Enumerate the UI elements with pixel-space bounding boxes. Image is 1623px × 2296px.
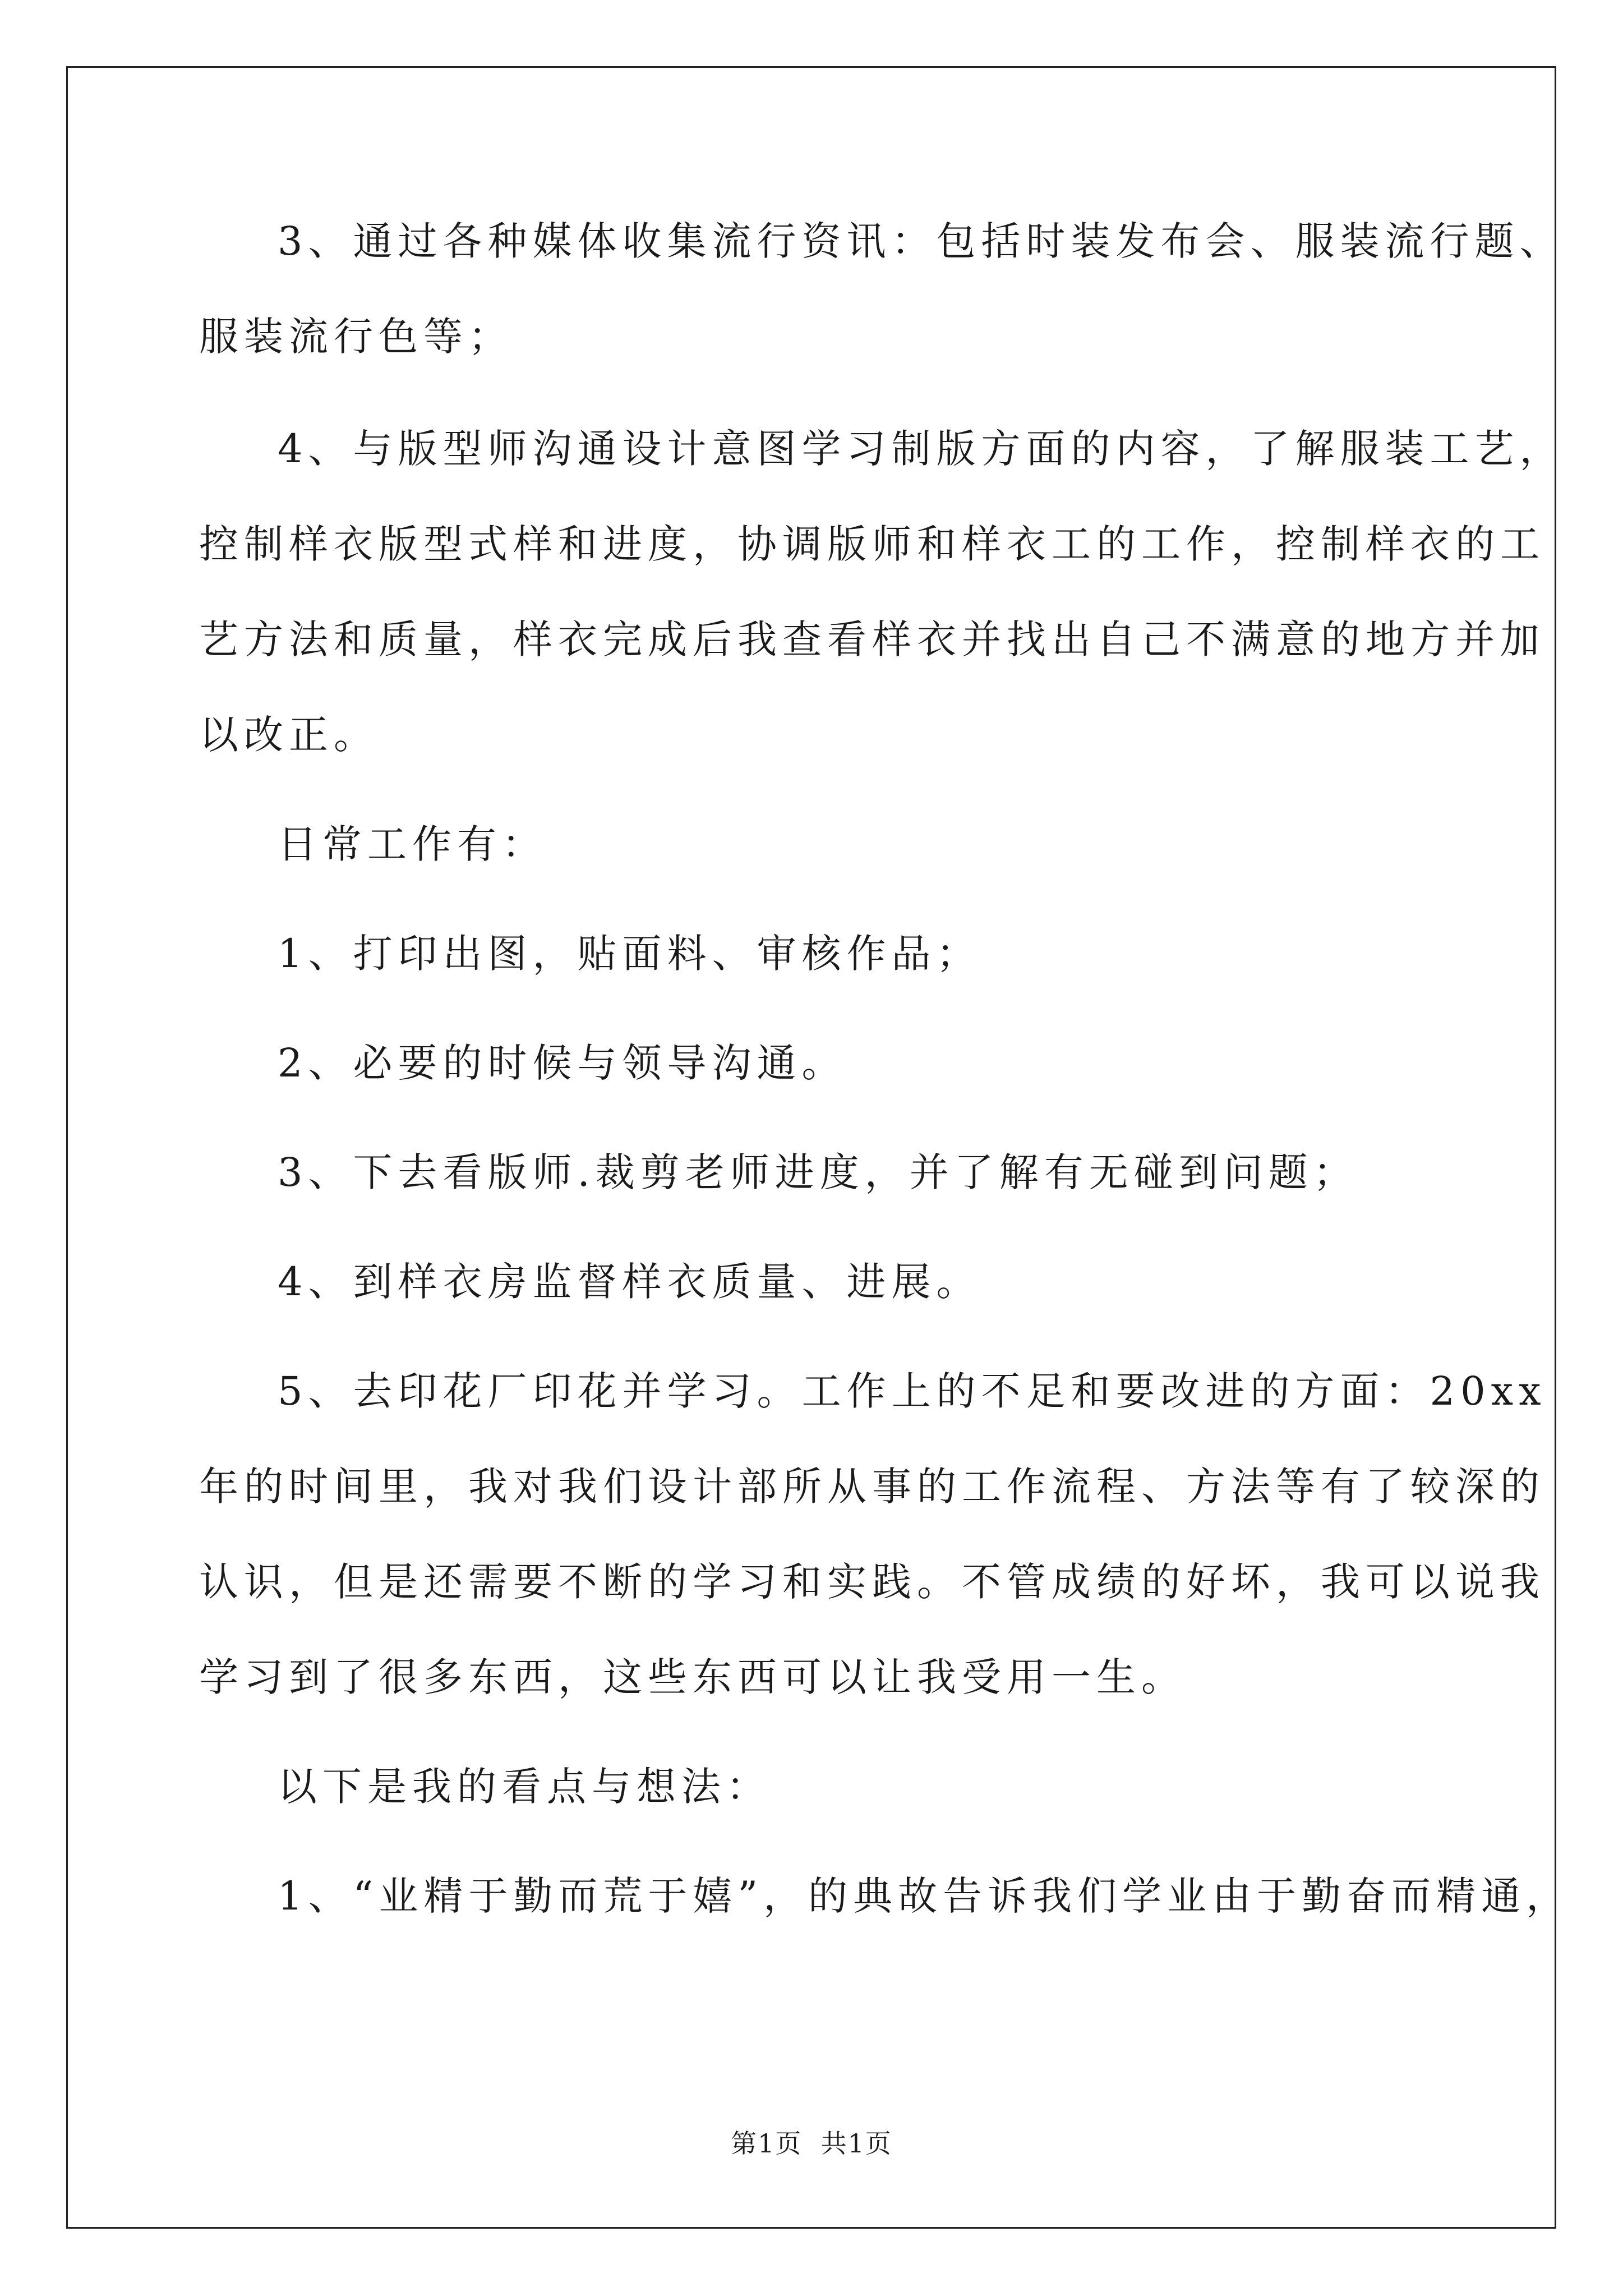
paragraph-line: 以下是我的看点与想法： [278, 1764, 771, 1810]
paragraph-line: 5、去印花厂印花并学习。工作上的不足和要改进的方面：20xx [278, 1368, 1547, 1414]
paragraph-line: 3、通过各种媒体收集流行资讯：包括时装发布会、服装流行题、 [278, 218, 1565, 264]
paragraph-line: 1、“业精于勤而荒于嬉”，的典故告诉我们学业由于勤奋而精通， [278, 1873, 1571, 1919]
paragraph-line: 学习到了很多东西，这些东西可以让我受用一生。 [199, 1654, 1186, 1700]
paragraph-line: 3、下去看版师.裁剪老师进度，并了解有无碰到问题； [278, 1149, 1358, 1195]
paragraph-line: 服装流行色等； [199, 314, 513, 360]
paragraph-line: 以改正。 [199, 712, 379, 758]
paragraph-line: 认识，但是还需要不断的学习和实践。不管成绩的好坏，我可以说我 [199, 1559, 1545, 1605]
paragraph-line: 控制样衣版型式样和进度，协调版师和样衣工的工作，控制样衣的工 [199, 521, 1545, 567]
paragraph-line: 4、与版型师沟通设计意图学习制版方面的内容，了解服装工艺， [278, 426, 1565, 472]
paragraph-line: 4、到样衣房监督样衣质量、进展。 [278, 1259, 981, 1305]
page-footer: 第1页 共1页 [731, 2128, 892, 2159]
paragraph-line: 2、必要的时候与领导沟通。 [278, 1040, 847, 1086]
paragraph-line: 1、打印出图，贴面料、审核作品； [278, 931, 981, 977]
paragraph-line: 日常工作有： [278, 821, 547, 867]
paragraph-line: 艺方法和质量，样衣完成后我查看样衣并找出自己不满意的地方并加 [199, 616, 1545, 662]
paragraph-line: 年的时间里，我对我们设计部所从事的工作流程、方法等有了较深的 [199, 1464, 1545, 1510]
